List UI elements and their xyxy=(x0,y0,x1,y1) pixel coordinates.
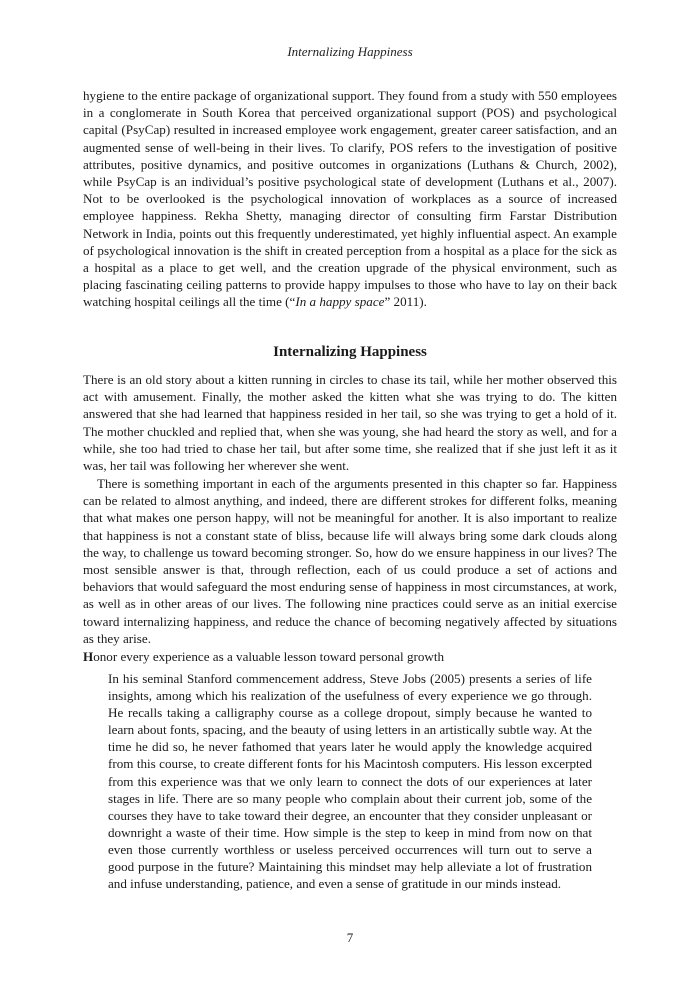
paragraph-text-a: hygiene to the entire package of organizational support. They found from a study with 550 employees in a conglomerate in South Korea that perceived organizational support (POS) and psychological capital (PsyCap) resulted in increased employee work engagement, greater career satisfaction, and an augmented sense of well-being in their lives. To clarify, POS refers to the investigation of positive attributes, positive dynamics, and positive outcomes in organizations (Luthans & Church, 2002), while PsyCap is an individual’s positive psychological state of development (Luthans et al., 2007). Not to be overlooked is the psychological innovation of workplaces as a source of increased employee happiness. Rekha Shetty, managing director of consulting firm Farstar Distribution Network in India, points out this frequently underestimated, yet highly influential aspect. An example of psychological innovation is the shift in created perception from a hospital as a place for the sick as a hospital as a place to get well, and the creation upgrade of the physical environment, such as placing fascinating ceiling patterns to provide happy impulses to those who have to lay on their back watching hospital ceilings all the time (“ xyxy=(83,88,617,310)
subheading-initial: H xyxy=(83,649,94,664)
paragraph-text: There is something important in each of the arguments presented in this chapter so far. Happiness can be related to almost anything, and indeed, there are different strokes for different folks, meaning that what makes one person happy, will not be meaningful for another. It is also important to realize that happiness is not a constant state of bliss, because life will always bring some dark clouds along the way, to challenge us toward becoming stronger. So, how do we ensure happiness in our lives? The most sensible answer is that, through reflection, each of us could produce a set of actions and behaviors that would safeguard the most enduring sense of happiness in most circumstances, at work, as well as in other areas of our lives. The following nine practices could serve as an initial exercise toward internalizing happiness, and reduce the chance of becoming negatively affected by situations as they arise. xyxy=(83,476,617,646)
practice-subheading xyxy=(83,649,643,665)
citation-title: In a happy space xyxy=(295,294,385,310)
subheading-rest: onor every experience as a valuable lesson toward personal growth xyxy=(93,649,445,664)
section-heading: Internalizing Happiness xyxy=(273,344,427,360)
paragraph-text-b: ” 2011). xyxy=(384,294,427,310)
block-quote xyxy=(108,670,592,892)
paragraph-continued xyxy=(83,87,617,311)
paragraph-text: There is an old story about a kitten running in circles to chase its tail, while her mother observed this act with amusement. Finally, the mother asked the kitten what she was trying to do. The kitten answered that she had learned that happiness resided in her tail, so she was trying to get a hold of it. The mother chuckled and replied that, when she was young, she had heard the story as well, and for a while, she too had tried to chase her tail, but after some time, she realized that if she just left it as it was, her tail was following her wherever she went. xyxy=(83,372,617,474)
paragraph-kitten-story xyxy=(83,371,617,474)
paragraph-text xyxy=(83,87,617,311)
page-number: 7 xyxy=(346,930,354,945)
paragraph-happiness-arguments xyxy=(83,475,617,647)
block-quote-text: In his seminal Stanford commencement address, Steve Jobs (2005) presents a series of life insights, among which his realization of the usefulness of every experience we go through. He recalls taking a calligraphy course as a college dropout, simply because he wanted to learn about fonts, spacing, and the beauty of using letters in an artistically subtle way. At the time he did so, he never fathomed that years later he would apply the knowledge acquired from this course, to create different fonts for his Macintosh computers. His lesson excerpted from this experience was that we only learn to connect the dots of our experiences at later stages in life. There are so many people who complain about their current job, some of the courses they have to take toward their degree, an encounter that they consider unpleasant or downright a waste of their time. How simple is the step to keep in mind from now on that even those currently worthless or useless perceived occurrences will turn out to serve a good purpose in the future? Maintaining this mindset may help alleviate a lot of frustration and infuse understanding, patience, and even a sense of gratitude in our minds instead. xyxy=(108,671,592,892)
running-head: Internalizing Happiness xyxy=(287,44,413,59)
